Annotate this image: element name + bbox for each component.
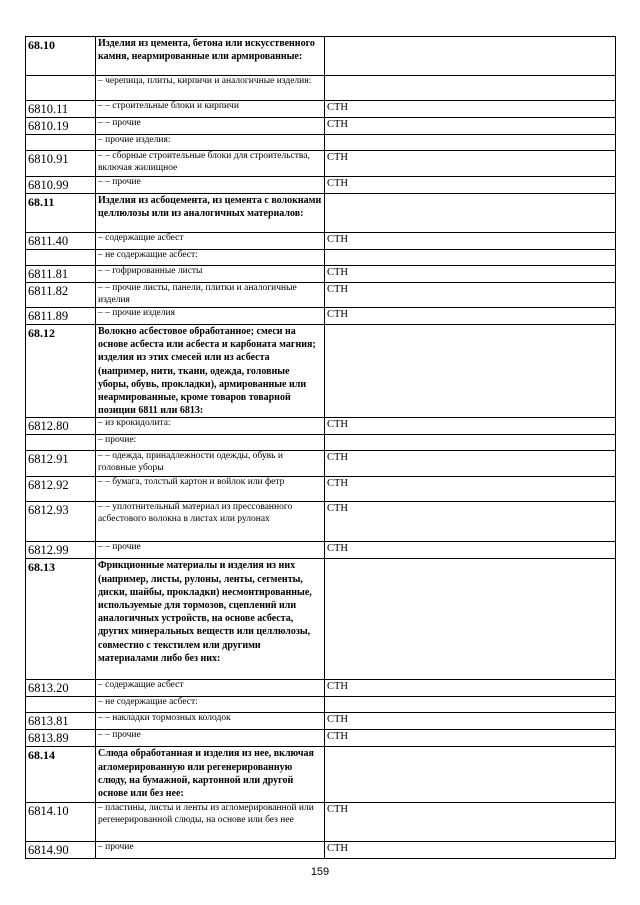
code-cell xyxy=(26,435,96,451)
code-cell: 6813.20 xyxy=(26,680,96,697)
code-cell: 6810.99 xyxy=(26,177,96,194)
description-cell: – – бумага, толстый картон и войлок или фетр xyxy=(96,477,325,502)
description-cell: – – строительные блоки и кирпичи xyxy=(96,101,325,118)
code-cell: 6812.92 xyxy=(26,477,96,502)
code-cell: 6813.81 xyxy=(26,713,96,730)
certification-cell: СТН xyxy=(325,151,616,177)
page-number: 159 xyxy=(310,866,330,878)
certification-cell: СТН xyxy=(325,542,616,559)
code-cell: 6814.10 xyxy=(26,803,96,842)
certification-cell: СТН xyxy=(325,101,616,118)
description-cell: – – прочие листы, панели, плитки и аналогичные изделия xyxy=(96,283,325,308)
table-row xyxy=(26,542,616,559)
table-row xyxy=(26,477,616,502)
description-cell: – из крокидолита: xyxy=(96,418,325,435)
certification-cell: СТН xyxy=(325,730,616,747)
code-cell: 6811.89 xyxy=(26,308,96,325)
code-cell: 6811.81 xyxy=(26,266,96,283)
description-cell: – – гофрированные листы xyxy=(96,266,325,283)
code-cell: 68.11 xyxy=(26,194,96,233)
code-cell: 6812.93 xyxy=(26,502,96,542)
table-row xyxy=(26,233,616,250)
table-row xyxy=(26,283,616,308)
code-cell: 6812.91 xyxy=(26,451,96,477)
heading-row xyxy=(26,559,616,680)
certification-cell xyxy=(325,194,616,233)
table-row xyxy=(26,451,616,477)
code-cell: 68.12 xyxy=(26,325,96,418)
description-cell: – – прочие xyxy=(96,118,325,135)
certification-cell xyxy=(325,697,616,713)
table-row xyxy=(26,730,616,747)
certification-cell: СТН xyxy=(325,118,616,135)
code-cell: 6810.19 xyxy=(26,118,96,135)
table-row xyxy=(26,680,616,697)
heading-row xyxy=(26,37,616,76)
description-cell: – содержащие асбест xyxy=(96,233,325,250)
certification-cell: СТН xyxy=(325,451,616,477)
description-cell: – – прочие xyxy=(96,177,325,194)
certification-cell: СТН xyxy=(325,713,616,730)
table-row xyxy=(26,151,616,177)
certification-cell: СТН xyxy=(325,502,616,542)
heading-row xyxy=(26,194,616,233)
code-cell xyxy=(26,76,96,101)
certification-cell xyxy=(325,435,616,451)
certification-cell xyxy=(325,559,616,680)
table-row xyxy=(26,135,616,151)
certification-cell xyxy=(325,135,616,151)
code-cell: 68.14 xyxy=(26,747,96,803)
code-cell: 6810.11 xyxy=(26,101,96,118)
table-row xyxy=(26,435,616,451)
description-cell: – – прочие xyxy=(96,730,325,747)
certification-cell: СТН xyxy=(325,177,616,194)
description-cell: – не содержащие асбест: xyxy=(96,697,325,713)
table-row xyxy=(26,842,616,859)
certification-cell: СТН xyxy=(325,283,616,308)
code-cell: 6813.89 xyxy=(26,730,96,747)
table-body xyxy=(26,37,616,859)
code-cell: 6812.80 xyxy=(26,418,96,435)
description-cell: – прочие изделия: xyxy=(96,135,325,151)
table-row xyxy=(26,177,616,194)
table-row xyxy=(26,502,616,542)
table-row xyxy=(26,266,616,283)
tariff-code-table xyxy=(25,36,616,859)
description-cell: – черепица, плиты, кирпичи и аналогичные изделия: xyxy=(96,76,325,101)
table-row xyxy=(26,697,616,713)
certification-cell: СТН xyxy=(325,233,616,250)
heading-row xyxy=(26,325,616,418)
description-cell: Изделия из асбоцемента, из цемента с волокнами целлюлозы или из аналогичных материалов: xyxy=(96,194,325,233)
table-row xyxy=(26,803,616,842)
description-cell: – – прочие изделия xyxy=(96,308,325,325)
table-row xyxy=(26,418,616,435)
certification-cell: СТН xyxy=(325,477,616,502)
certification-cell: СТН xyxy=(325,418,616,435)
table-row xyxy=(26,713,616,730)
certification-cell xyxy=(325,76,616,101)
description-cell: – не содержащие асбест: xyxy=(96,250,325,266)
code-cell xyxy=(26,135,96,151)
certification-cell xyxy=(325,325,616,418)
certification-cell: СТН xyxy=(325,842,616,859)
certification-cell: СТН xyxy=(325,308,616,325)
table-row xyxy=(26,101,616,118)
description-cell: Фрикционные материалы и изделия из них (например, листы, рулоны, ленты, сегменты, диски, шайбы, прокладки) несмонтированные, используемые для тормозов, сцеплений или аналогичных устройств, на основе асбеста, других минеральных веществ или целлюлозы, совместно с текстилем или другими материалами либо без них: xyxy=(96,559,325,680)
description-cell: – прочие: xyxy=(96,435,325,451)
description-cell: Изделия из цемента, бетона или искусственного камня, неармированные или армированные: xyxy=(96,37,325,76)
table-row xyxy=(26,76,616,101)
certification-cell xyxy=(325,37,616,76)
code-cell: 6812.99 xyxy=(26,542,96,559)
code-cell: 68.10 xyxy=(26,37,96,76)
description-cell: Слюда обработанная и изделия из нее, включая агломерированную или регенерированную слюду, на бумажной, картонной или другой основе или без нее: xyxy=(96,747,325,803)
description-cell: – – накладки тормозных колодок xyxy=(96,713,325,730)
code-cell: 6810.91 xyxy=(26,151,96,177)
description-cell: – пластины, листы и ленты из агломерированной или регенерированной слюды, на основе или без нее xyxy=(96,803,325,842)
description-cell: – – уплотнительный материал из прессованного асбестового волокна в листах или рулонах xyxy=(96,502,325,542)
heading-row xyxy=(26,747,616,803)
certification-cell: СТН xyxy=(325,803,616,842)
description-cell: Волокно асбестовое обработанное; смеси на основе асбеста или асбеста и карбоната магния; изделия из этих смесей или из асбеста (например, нити, ткани, одежда, головные уборы, обувь, прокладки), армированные или неармированные, кроме товаров товарной позиции 6811 или 6813: xyxy=(96,325,325,418)
code-cell: 6811.40 xyxy=(26,233,96,250)
code-cell: 68.13 xyxy=(26,559,96,680)
table-row xyxy=(26,250,616,266)
certification-cell: СТН xyxy=(325,266,616,283)
certification-cell xyxy=(325,747,616,803)
description-cell: – – прочие xyxy=(96,542,325,559)
table-row xyxy=(26,308,616,325)
code-cell: 6811.82 xyxy=(26,283,96,308)
code-cell xyxy=(26,697,96,713)
certification-cell xyxy=(325,250,616,266)
description-cell: – – одежда, принадлежности одежды, обувь и головные уборы xyxy=(96,451,325,477)
document-page xyxy=(25,36,615,859)
table-row xyxy=(26,118,616,135)
code-cell: 6814.90 xyxy=(26,842,96,859)
description-cell: – содержащие асбест xyxy=(96,680,325,697)
description-cell: – – сборные строительные блоки для строительства, включая жилищное xyxy=(96,151,325,177)
code-cell xyxy=(26,250,96,266)
description-cell: – прочие xyxy=(96,842,325,859)
certification-cell: СТН xyxy=(325,680,616,697)
